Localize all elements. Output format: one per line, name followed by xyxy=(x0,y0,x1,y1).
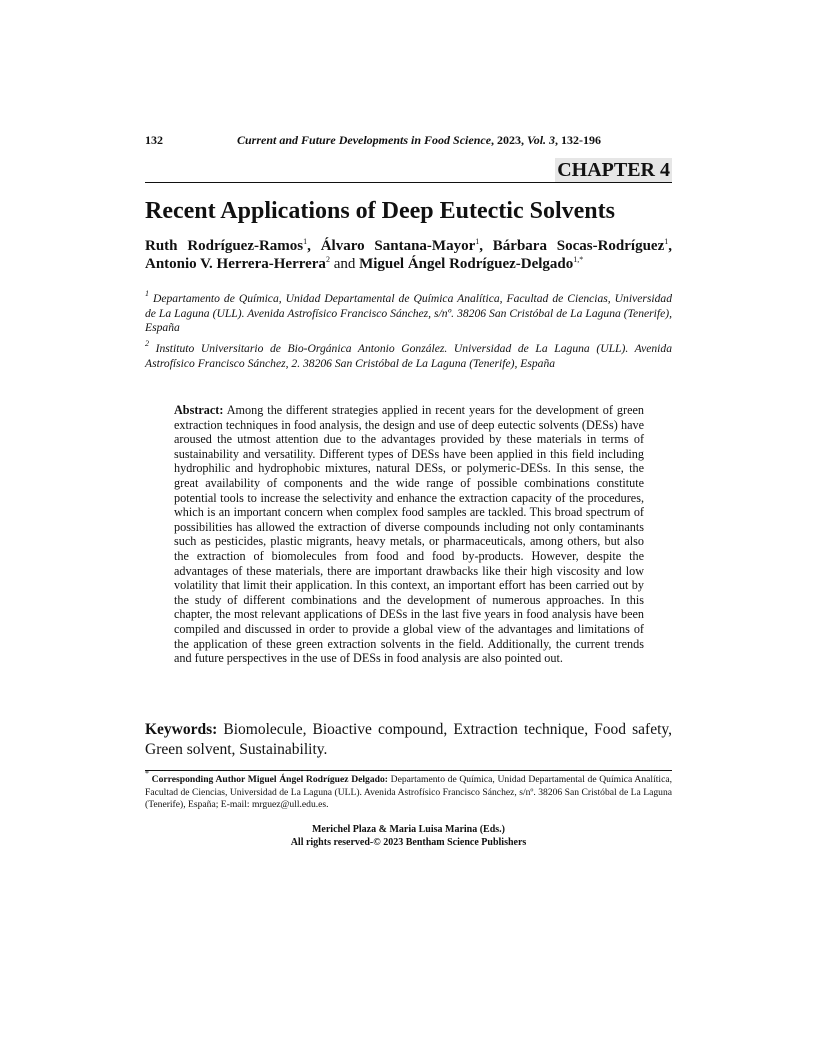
author-separator: , xyxy=(668,238,673,254)
copyright: All rights reserved-© 2023 Bentham Science Publishers xyxy=(290,837,527,848)
author-name: Antonio V. Herrera-Herrera xyxy=(145,256,326,272)
author-separator: , xyxy=(307,238,321,254)
abstract xyxy=(174,403,644,666)
author-list xyxy=(145,237,672,273)
keywords-text: Biomolecule, Bioactive compound, Extraction technique, Food safety, Green solvent, Sustainability. xyxy=(145,721,672,758)
author-affiliation-mark: 2 xyxy=(325,255,330,264)
affiliation-mark: 2 xyxy=(145,339,149,348)
editors: Merichel Plaza & Maria Luisa Marina (Eds.) xyxy=(311,824,506,835)
journal-year: , 2023, xyxy=(491,133,528,147)
journal-pages: , 132-196 xyxy=(555,133,602,147)
page-number: 132 xyxy=(145,133,163,147)
corresponding-author-label: Corresponding Author Miguel Ángel Rodríguez Delgado: xyxy=(149,774,388,785)
author-name: Bárbara Socas-Rodríguez xyxy=(492,238,665,254)
publisher-footer xyxy=(145,823,672,849)
affiliation xyxy=(145,339,672,371)
header-divider xyxy=(145,182,672,183)
journal-citation xyxy=(237,133,601,148)
affiliation-mark: 1 xyxy=(145,289,149,298)
author-separator: , xyxy=(479,238,493,254)
corresponding-author-note xyxy=(145,769,672,812)
abstract-label: Abstract: xyxy=(174,403,224,417)
footnote-mark: * xyxy=(145,769,149,778)
footnote-divider xyxy=(145,770,672,771)
author-name: Miguel Ángel Rodríguez-Delgado xyxy=(359,256,574,272)
affiliation-text: Departamento de Química, Unidad Departamental de Química Analítica, Facultad de Ciencias, Universidad de La Laguna (ULL). Avenida Astrofísico Francisco Sánchez, s/nº. 38206 San Cristóbal de La Laguna (Tenerife), España xyxy=(145,292,672,334)
author-name: Ruth Rodríguez-Ramos xyxy=(145,238,304,254)
author-affiliation-mark: 1 xyxy=(303,237,308,246)
author-affiliation-mark: 1,* xyxy=(573,255,584,264)
affiliation xyxy=(145,289,672,336)
author-affiliation-mark: 1 xyxy=(664,237,669,246)
keywords xyxy=(145,720,672,759)
author-affiliation-mark: 1 xyxy=(475,237,480,246)
journal-name: Current and Future Developments in Food Science xyxy=(237,133,492,147)
keywords-label: Keywords: xyxy=(145,721,218,738)
chapter-label: CHAPTER 4 xyxy=(557,159,670,181)
abstract-text: Among the different strategies applied in recent years for the development of green extraction techniques in food analysis, the design and use of deep eutectic solvents (DESs) have aroused the utmost attention due to the advantages provided by these materials in terms of sustainability and versatility. Different types of DESs have been applied in this field including hydrophilic and hydrophobic mixtures, natural DESs, or polymeric-DESs. In this sense, the great availability of components and the wide range of possible combinations constitute potential tools to increase the selectivity and enhance the extraction capacity of the procedures, which is an important concern when complex food samples are tackled. This broad spectrum of possibilities has allowed the extraction of diverse compounds including not only contaminants such as pesticides, plastic migrants, heavy metals, or pharmaceuticals, among others, but also the extraction of biomolecules from food and food by-products. However, despite the advantages of these materials, there are important drawbacks like their high viscosity and low volatility that limit their application. In this context, an important effort has been carried out by the study of different combinations and the development of numerous approaches. In this chapter, the most relevant applications of DESs in the last five years in food analysis have been compiled and discussed in order to provide a global view of the advantages and limitations of the application of these green extraction solvents in the field. Additionally, the current trends and future perspectives in the use of DESs in food analysis are also pointed out. xyxy=(174,403,644,666)
affiliation-text: Instituto Universitario de Bio-Orgánica Antonio González. Universidad de La Laguna (ULL). Avenida Astrofísico Francisco Sánchez, 2. 38206 San Cristóbal de La Laguna (Tenerife), España xyxy=(145,342,672,370)
author-name: Álvaro Santana-Mayor xyxy=(320,238,476,254)
corresponding-author-text: Departamento de Química, Unidad Departamental de Química Analítica, Facultad de Ciencias, Universidad de La Laguna (ULL). Avenida Astrofísico Francisco Sánchez, s/nº. 38206 San Cristóbal de La Laguna (Tenerife), España; E-mail: mrguez@ull.edu.es. xyxy=(145,774,672,811)
journal-volume: Vol. 3 xyxy=(527,133,556,147)
chapter-title: Recent Applications of Deep Eutectic Solvents xyxy=(145,198,615,224)
author-conjunction: and xyxy=(329,256,360,272)
